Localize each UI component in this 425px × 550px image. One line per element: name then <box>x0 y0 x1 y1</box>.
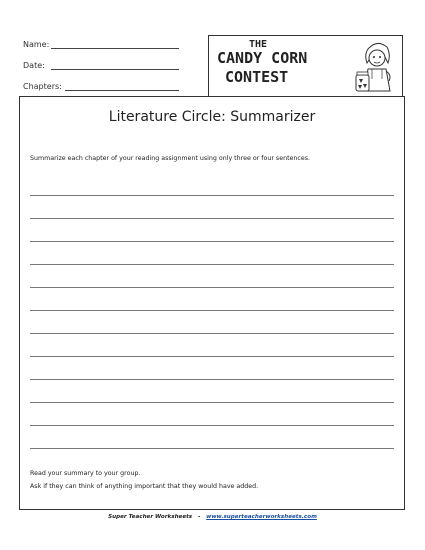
chapters-line[interactable] <box>65 90 179 91</box>
worksheet-instructions: Summarize each chapter of your reading assignment using only three or four sentences. <box>30 155 311 162</box>
contest-logo <box>208 35 403 97</box>
footer-separator: - <box>198 514 201 520</box>
chapters-label: Chapters: <box>23 82 62 91</box>
girl-with-candy-jar-illustration <box>354 39 400 95</box>
writing-line[interactable] <box>30 402 394 403</box>
writing-line[interactable] <box>30 333 394 334</box>
logo-line-the: THE <box>249 39 268 50</box>
writing-line[interactable] <box>30 287 394 288</box>
footer-website-link[interactable]: www.superteacherworksheets.com <box>206 514 317 520</box>
writing-line[interactable] <box>30 425 394 426</box>
logo-line-contest: CONTEST <box>225 68 289 86</box>
chapters-field <box>23 82 62 91</box>
footer-brand: Super Teacher Worksheets <box>108 514 193 520</box>
writing-line[interactable] <box>30 448 394 449</box>
writing-line[interactable] <box>30 310 394 311</box>
date-line[interactable] <box>51 69 179 70</box>
writing-line[interactable] <box>30 356 394 357</box>
name-field <box>23 40 49 49</box>
date-field <box>23 61 45 70</box>
worksheet-title: Literature Circle: Summarizer <box>108 109 316 125</box>
name-line[interactable] <box>51 48 179 49</box>
date-label: Date: <box>23 61 45 70</box>
closing-instruction-1: Read your summary to your group. <box>30 470 141 477</box>
writing-line[interactable] <box>30 218 394 219</box>
worksheet-body <box>19 96 405 510</box>
writing-line[interactable] <box>30 195 394 196</box>
page-footer <box>0 514 425 520</box>
closing-instruction-2: Ask if they can think of anything important that they would have added. <box>30 483 259 490</box>
name-label: Name: <box>23 40 50 49</box>
writing-line[interactable] <box>30 264 394 265</box>
writing-line[interactable] <box>30 241 394 242</box>
writing-line[interactable] <box>30 379 394 380</box>
logo-line-candy-corn: CANDY CORN <box>217 49 308 67</box>
